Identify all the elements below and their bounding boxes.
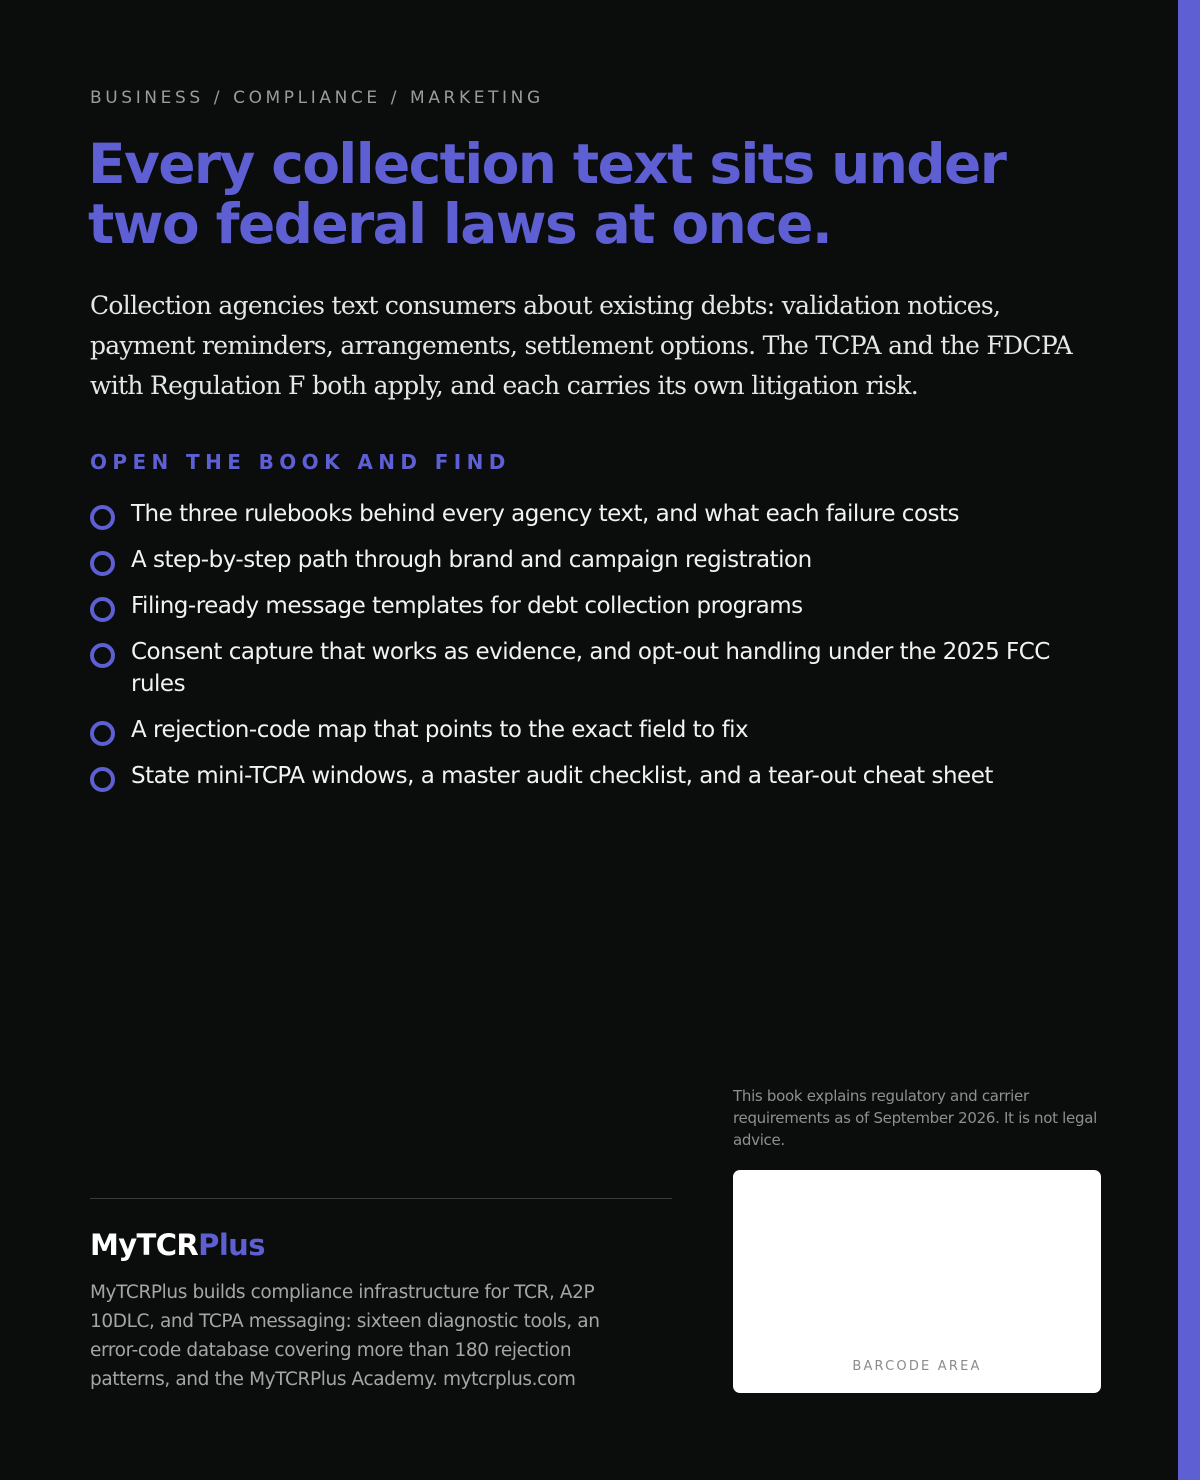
list-item xyxy=(90,714,1100,746)
features-label: OPEN THE BOOK AND FIND xyxy=(90,450,511,474)
circle-bullet-icon xyxy=(90,643,115,668)
divider xyxy=(90,1198,672,1199)
brand-name-primary: MyTCR xyxy=(90,1228,199,1262)
headline: Every collection text sits under two federal laws at once. xyxy=(88,132,1006,256)
brand-name-accent: Plus xyxy=(198,1228,265,1262)
list-item xyxy=(90,498,1100,530)
barcode-area xyxy=(733,1170,1101,1393)
circle-bullet-icon xyxy=(90,767,115,792)
brand-logo xyxy=(90,1228,265,1262)
circle-bullet-icon xyxy=(90,505,115,530)
circle-bullet-icon xyxy=(90,597,115,622)
breadcrumb-item-marketing: MARKETING xyxy=(410,88,544,108)
barcode-label: BARCODE AREA xyxy=(852,1359,982,1374)
feature-text: A rejection-code map that points to the exact field to fix xyxy=(131,717,749,743)
breadcrumb-item-compliance: COMPLIANCE xyxy=(233,88,381,108)
feature-text: Filing-ready message templates for debt collection programs xyxy=(131,593,803,619)
accent-stripe xyxy=(1178,0,1200,1480)
list-item xyxy=(90,590,1100,622)
feature-text: A step-by-step path through brand and campaign registration xyxy=(131,547,812,573)
intro-paragraph: Collection agencies text consumers about existing debts: validation notices, payment reminders, arrangements, settlement options. The TCPA and the FDCPA with Regulation F both apply, and each carries its own litigation risk. xyxy=(90,291,1072,400)
breadcrumb-separator: / xyxy=(213,88,224,108)
list-item xyxy=(90,544,1100,576)
list-item xyxy=(90,636,1100,700)
list-item xyxy=(90,760,1100,792)
category-breadcrumb xyxy=(90,88,544,108)
legal-disclaimer: This book explains regulatory and carrier requirements as of September 2026. It is not legal advice. xyxy=(733,1087,1097,1149)
feature-text: State mini-TCPA windows, a master audit checklist, and a tear-out cheat sheet xyxy=(131,763,993,789)
circle-bullet-icon xyxy=(90,551,115,576)
brand-description: MyTCRPlus builds compliance infrastructure for TCR, A2P 10DLC, and TCPA messaging: sixteen diagnostic tools, an error-code database covering more than 180 rejection patterns, and the MyTCRPlus Academy. mytcrplus.com xyxy=(90,1282,600,1390)
feature-text: Consent capture that works as evidence, and opt-out handling under the 2025 FCC rules xyxy=(131,639,1050,697)
breadcrumb-separator: / xyxy=(390,88,401,108)
breadcrumb-item-business: BUSINESS xyxy=(90,88,204,108)
feature-list xyxy=(90,498,1100,806)
feature-text: The three rulebooks behind every agency text, and what each failure costs xyxy=(131,501,960,527)
circle-bullet-icon xyxy=(90,721,115,746)
